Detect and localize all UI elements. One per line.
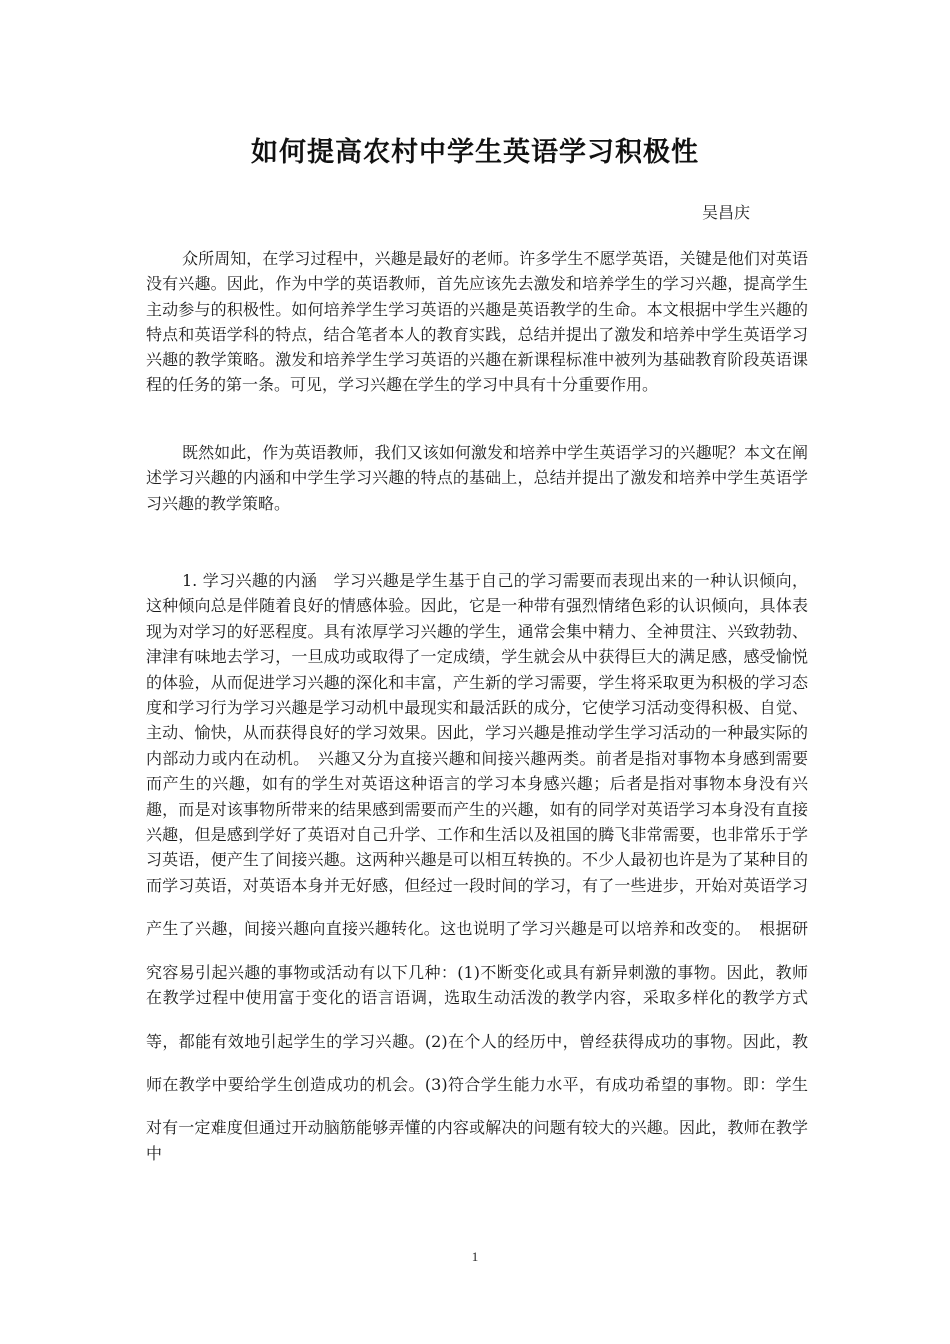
section-1-body-novel-stimuli: 具有新异刺激的事物。因此，教师在教学过程中使用富于变化的语言语调，选取生动活泼的教学内容，采取多样化的教学方式等，都能有效地引起学生的学习兴 [146, 962, 808, 1051]
section-1-body-ability-level: 成功的机会。(3)符合学生能力水平，有成功希望的事物。即：学生对有一定难度但 [146, 1074, 808, 1138]
paragraph-section-1 [146, 550, 808, 1166]
section-1-body-closing: 通过开动脑筋能够弄懂的内容或解决的问题有较大的兴趣。因此，教师在教学中 [146, 1118, 808, 1163]
section-1-body: 种认识倾向，这种倾向总是伴随着良好的情感体验。因此，它是一种带有强烈情绪色彩的认识倾向，具体表现为对学习的好恶程度。具有浓厚学习兴趣的学生，通常会集中精力、全神贯注、兴致勃勃、津津有味地去学习，一旦成功或取得了一定成绩，学生就会从中获得巨大的满足感，感受愉悦的体验，从而促进学习兴趣的深化和丰富，产生新的学习需要，学生将采取更为积极的学习态度和学习行为学习兴趣是学习动机中最现实和最活跃的成分，它使学习活动变得积极、自觉、主动、愉快，从而获得良好的学习效果。因此，学习兴趣是推动学生学习活动的一种最实际的内部动力或内在动机。 兴趣又分为直接兴趣和间接兴趣两类。前者是指对事物本身感到需要而产生的兴趣，如有的学生对英语这种语言的学习本身感兴趣；后者是指对事物本身没有兴趣，而是对该事物所带来的结果感到需要而产生的兴趣，如有的同学对英语学习本身没有直接兴趣，但是感到学好了英语对自己升学、工作和生活以及祖国的腾飞非常需要，也非常乐于学习英语，便产生了间接兴趣。这两种兴趣是可以相互转换的。不少人最初也许是为了某种目的而学习英语，对英语本身并无好感，但经过一段时间的学习，有了一些进步，开始对英语学习产生了兴趣，间接兴趣向直接兴趣转化。这也说明了学习兴趣是可以培 [146, 571, 808, 939]
author-name: 吴昌庆 [702, 203, 751, 222]
paragraph-intro-text: 众所周知，在学习过程中，兴趣是最好的老师。许多学生不愿学英语，关键是他们对英语没有兴趣。因此，作为中学的英语教师，首先应该先去激发和培养学生的学习兴趣，提高学生主动参与的积极性。如何培养学生学习英语的兴趣是英语教学的生命。本文根据中学生兴趣的特点和英语学科的特点，结合笔者本人的教育实践，总结并提出了激发和培养中学生英语学习兴趣的教学策略。激发和培养学生学习英语的兴趣在新课程标准中被列为基础教育阶段英语课程的任务的第一条。可见，学习兴趣在学生的学习中具有十分重要作用。 [146, 249, 808, 395]
paragraph-question [146, 440, 808, 516]
paragraph-question-text: 既然如此，作为英语教师，我们又该如何激发和培养中学生英语学习的兴趣呢？本文在阐述学习兴趣的内涵和中学生学习兴趣的特点的基础上，总结并提出了激发和培养中学生英语学习兴趣的教学策略。 [146, 443, 808, 513]
document-title: 如何提高农村中学生英语学习积极性 [251, 137, 699, 168]
section-1-body-interest-sources: 养和改变的。 根据研究容易引起兴趣的事物或活动有以下几种：(1)不断变化或 [146, 919, 808, 982]
paragraph-intro [146, 246, 808, 398]
page-number: 1 [471, 1249, 479, 1264]
section-1-body-past-success: 趣。(2)在个人的经历中，曾经获得成功的事物。因此，教师在教学中要给学生创造 [146, 1031, 808, 1094]
section-1-heading-line: 1. 学习兴趣的内涵 学习兴趣是学生基于自己的学习需要而表现出来的一 [182, 571, 711, 590]
